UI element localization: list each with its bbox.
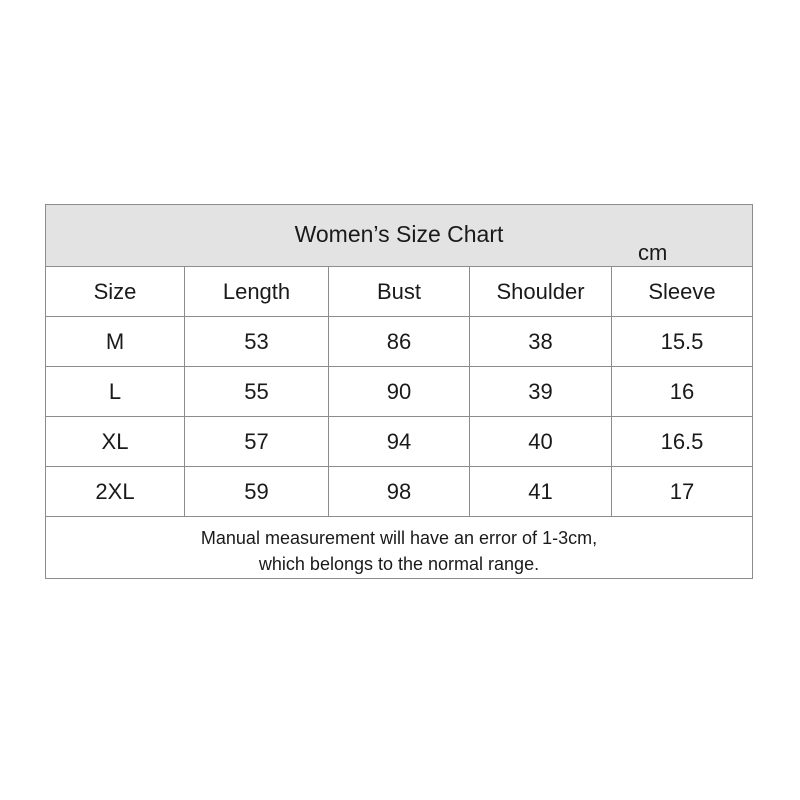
column-header: Sleeve: [648, 278, 716, 304]
table-row: [46, 367, 752, 417]
measurement-note: [46, 517, 752, 578]
table-title: Women’s Size Chart: [294, 221, 504, 247]
size-grid: [46, 267, 752, 517]
header-row: [46, 267, 752, 317]
table-row: [46, 417, 752, 467]
note-line: Manual measurement will have an error of 1-3cm,: [200, 528, 598, 548]
table-cell: 57: [185, 417, 329, 466]
table-cell: 16.5: [660, 428, 704, 454]
table-cell: M: [46, 317, 185, 366]
table-cell: XL: [46, 417, 185, 466]
table-row: [46, 317, 752, 367]
table-cell: 86: [329, 317, 470, 366]
table-cell: 94: [329, 417, 470, 466]
title-row: [46, 205, 752, 267]
table-cell: 90: [329, 367, 470, 416]
table-cell: 41: [470, 467, 612, 516]
table-cell: 2XL: [46, 467, 185, 516]
table-row: [46, 467, 752, 517]
column-header: Size: [46, 267, 185, 316]
table-cell: 17: [669, 478, 695, 504]
table-cell: 53: [185, 317, 329, 366]
note-line: which belongs to the normal range.: [258, 554, 540, 574]
unit-label: cm: [638, 240, 668, 265]
table-cell: L: [46, 367, 185, 416]
column-header: Length: [185, 267, 329, 316]
table-cell: 16: [669, 378, 695, 404]
table-cell: 40: [470, 417, 612, 466]
table-cell: 98: [329, 467, 470, 516]
column-header: Bust: [329, 267, 470, 316]
table-cell: 38: [470, 317, 612, 366]
table-cell: 39: [470, 367, 612, 416]
table-cell: 15.5: [660, 328, 704, 354]
table-cell: 55: [185, 367, 329, 416]
column-header: Shoulder: [470, 267, 612, 316]
size-chart-table: [45, 204, 753, 579]
table-cell: 59: [185, 467, 329, 516]
